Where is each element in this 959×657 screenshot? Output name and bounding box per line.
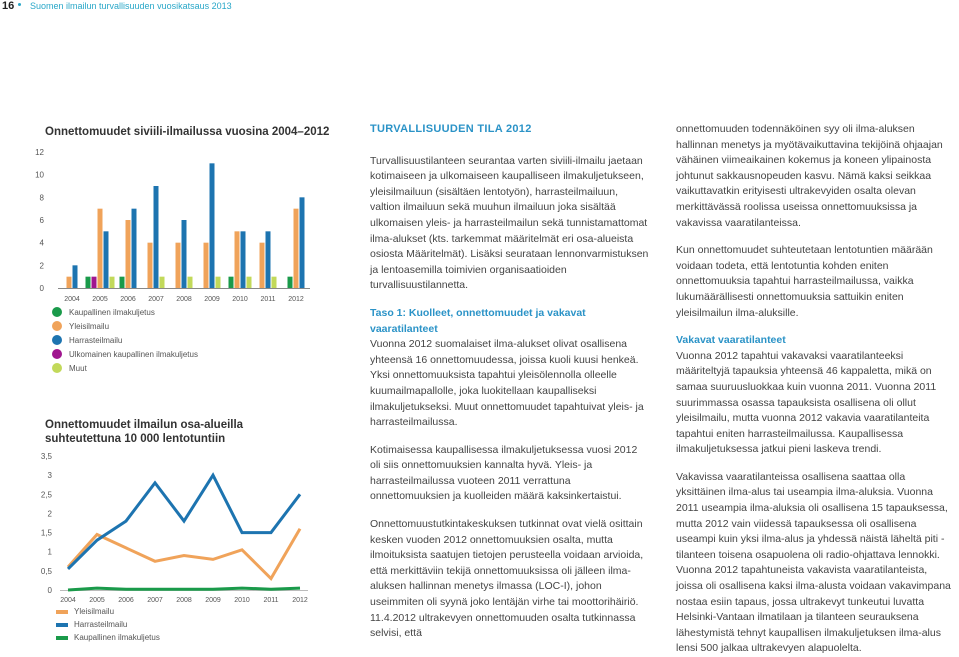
bar: [204, 243, 209, 288]
paragraph: Onnettomuustutkintakeskuksen tutkinnat ovat vielä osittain kesken vuoden 2012 onnettomuuksien osalta, mutta ilmoituksista saatujen tietojen perusteella voidaan arvioida, että merkittäviin tekijä onnettomuuksissa oli jälleen ilma-aluksen hallinnan menetys ilmassa (LOC-I), johon useimmiten oli syynä joko lentäjän virhe tai moottorihäiriö. 11.4.2012 ultrakevyen onnettomuuden osalta tutkinnassa selvisi, että: [370, 518, 644, 640]
x-tick-label: 2010: [232, 296, 248, 303]
legend-dot: [52, 307, 62, 317]
line-chart-rates: [30, 442, 360, 607]
y-tick-label: 10: [35, 170, 44, 180]
y-tick-label: 3,5: [40, 452, 52, 461]
legend-dot: [52, 363, 62, 373]
x-tick-label: 2012: [288, 296, 304, 303]
x-tick-label: 2011: [260, 296, 276, 303]
bar: [86, 277, 91, 288]
bar: [182, 220, 187, 288]
x-tick-label: 2012: [292, 597, 308, 604]
bar: [272, 277, 277, 288]
subheading: Vakavat vaaratilanteet: [676, 334, 786, 347]
x-tick-label: 2010: [234, 597, 250, 604]
x-tick-label: 2004: [64, 296, 80, 303]
header-separator-dot: [18, 3, 21, 6]
x-tick-label: 2005: [92, 296, 108, 303]
chart2-title: Onnettomuudet ilmailun osa-alueilla suhteutettuna 10 000 lentotuntiin: [45, 419, 244, 445]
x-tick-label: 2007: [148, 296, 164, 303]
y-tick-label: 2: [47, 509, 52, 519]
y-tick-label: 2,5: [40, 490, 52, 500]
bar-chart-accidents: [30, 142, 360, 322]
bar: [210, 163, 215, 288]
paragraph: Vuonna 2012 tapahtui vakavaksi vaaratilanteeksi määriteltyjä tapauksia yhteensä 46 kappaletta, mikä on samaa suuruusluokkaa kuin vuonna 2011. Vuonna 2011 suurimmassa osassa tapauksista osallisena oli ollut yleisilmailu, mutta vuonna 2012 vakavia vaaratilanteita tapahtui eniten harrasteilmailussa. Kaupallisessa ilmakuljetuksessa jatkui pieni laskeva trendi.: [676, 349, 937, 456]
legend-dot: [52, 335, 62, 345]
x-tick-label: 2009: [205, 597, 221, 604]
legend-line: [56, 610, 68, 614]
y-tick-label: 3: [47, 471, 52, 481]
y-tick-label: 0: [39, 284, 44, 293]
paragraph: onnettomuuden todennäköinen syy oli ilma-aluksen hallinnan menetys ja myötävaikuttavina tekijöinä ohjaajan vähäinen viimeaikainen kokemus ja koneen ylipainosta johtunut sakkausnopeuden kasvu. Nämä kaksi seikkaa vaikuttavatkin erityisesti ultrakevyiden osalta olevan merkittävässä roolissa useissa onnettomuuksissa ja vakavissa vaaratilanteissa.: [676, 123, 943, 229]
legend-item-harrasteilmailu: Harrasteilmailu: [56, 618, 160, 631]
bar: [229, 277, 234, 288]
legend-item-harrasteilmailu: Harrasteilmailu: [52, 333, 198, 347]
bar: [235, 231, 240, 288]
paragraph: Turvallisuustilanteen seurantaa varten siviili-ilmailu jaetaan kotimaiseen ja ulkomaiseen kaupalliseen ilmakuljetukseen, yleisilmailuun (sisältäen lentotyön), harrasteilmailuun, valtion ilmailuun sekä muuhun ilmailuun joka sisältää ulkomaisen yleis- ja harrasteilmailun sekä tunnistamattomat ilma-alukset (kts. tarkemmat määritelmät eri osa-alueista osiosta Määritelmät). Lisäksi seurataan lennonvarmistuksen ja lentoasemilla toimivien organisaatioiden turvallisuustilannetta.: [370, 154, 649, 292]
bar: [216, 277, 221, 288]
bar: [73, 265, 78, 288]
bar: [154, 186, 159, 288]
bar: [98, 209, 103, 288]
chart2-legend: [56, 605, 160, 644]
publication-title: Suomen ilmailun turvallisuuden vuosikatsaus 2013: [30, 1, 232, 11]
x-tick-label: 2004: [60, 597, 76, 604]
page-number: 16: [2, 0, 15, 12]
x-tick-label: 2009: [204, 296, 220, 303]
y-tick-label: 0,5: [40, 566, 52, 576]
x-tick-label: 2007: [147, 597, 163, 604]
chart1-title: Onnettomuudet siviili-ilmailussa vuosina 2004–2012: [45, 126, 330, 138]
bar: [176, 243, 181, 288]
bar: [120, 277, 125, 288]
bar: [288, 277, 293, 288]
legend-line: [56, 636, 68, 640]
bar: [148, 243, 153, 288]
y-tick-label: 1,5: [40, 528, 52, 538]
y-tick-label: 4: [39, 238, 44, 248]
x-tick-label: 2008: [176, 296, 192, 303]
text-column-middle: [370, 122, 650, 654]
y-tick-label: 0: [47, 586, 52, 595]
y-tick-label: 8: [39, 193, 44, 203]
text-column-right: [676, 122, 954, 657]
bar: [132, 209, 137, 288]
bar: [110, 277, 115, 288]
kaupallinen-line: [68, 588, 300, 590]
bar: [260, 243, 265, 288]
bar: [294, 209, 299, 288]
y-tick-label: 1: [47, 547, 52, 557]
section-heading: TURVALLISUUDEN TILA 2012: [370, 123, 532, 135]
paragraph: Vuonna 2012 suomalaiset ilma-alukset olivat osallisena yhteensä 16 onnettomuudessa, joissa kuoli kuusi henkeä. Yksi onnettomuuksista tapahtui yleisölennolla olleelle kuumailmapallolle, joka luokitellaan kaupalliseksi ilmakuljetukseksi. Muut onnettomuudet tapahtuivat yleis- ja harrasteilmailussa.: [370, 338, 644, 429]
x-tick-label: 2006: [120, 296, 136, 303]
bar: [247, 277, 252, 288]
y-tick-label: 12: [35, 148, 44, 157]
paragraph: Kotimaisessa kaupallisessa ilmakuljetuksessa vuosi 2012 oli siis onnettomuuksien kannalta hyvä. Yleis- ja harrasteilmailussa vuoteen 2011 verrattuna onnettomuuksien ja kuolleiden määrä kaksinkertaistui.: [370, 443, 638, 503]
chart1-legend: [52, 305, 198, 375]
bar: [266, 231, 271, 288]
legend-item-yleisilmailu: Yleisilmailu: [56, 605, 160, 618]
bar: [160, 277, 165, 288]
bar: [92, 277, 97, 288]
bar: [300, 197, 305, 288]
legend-item-ulkomainen: Ulkomainen kaupallinen ilmakuljetus: [52, 347, 198, 361]
x-tick-label: 2005: [89, 597, 105, 604]
x-tick-label: 2006: [118, 597, 134, 604]
bar: [104, 231, 109, 288]
bar: [188, 277, 193, 288]
x-tick-label: 2008: [176, 597, 192, 604]
paragraph: Vakavissa vaaratilanteissa osallisena saattaa olla yksittäinen ilma-alus tai useampia ilma-aluksia. Vuonna 2011 useampia ilma-aluksia oli osallisena 15 tapauksessa, mutta 2012 vain viidessä tapauksessa oli osallisena useampi kuin yksi ilma-alus ja yhdessä näistä läheltä piti -tilanteen toisena osapuolena oli radio-ohjattava lennokki. Vuonna 2012 tapahtuneista vakavista vaaratilanteista, joissa oli osallisena kaksi ilma-alusta voidaan vakavimpana nostaa esiin tapaus, jossa ultrakevyt tunkeutui luvatta Helsinki-Vantaan ilmatilaan ja tilanteen seurauksena lähestymistä tehnyt kaupallisen ilmakuljetuksen ilma-alus lensi 500 jalkaa ultrakevyen alapuolelta.: [676, 470, 951, 655]
legend-item-yleisilmailu: Yleisilmailu: [52, 319, 198, 333]
legend-dot: [52, 321, 62, 331]
y-tick-label: 2: [39, 261, 44, 271]
paragraph: Kun onnettomuudet suhteutetaan lentotuntien määrään voidaan todeta, että lentotuntia kohden eniten onnettomuuksia tapahtui harrasteilmailussa, vaikka lukumäärällisesti onnettomuuksia sattuikin eniten yleisilmailun ilma-aluksille.: [676, 244, 933, 319]
y-tick-label: 6: [39, 216, 44, 225]
page-header: [0, 0, 959, 13]
bar: [126, 220, 131, 288]
legend-item-muut: Muut: [52, 361, 198, 375]
legend-dot: [52, 349, 62, 359]
x-tick-label: 2011: [263, 597, 279, 604]
bar: [241, 231, 246, 288]
legend-item-kaupallinen: Kaupallinen ilmakuljetus: [52, 305, 198, 319]
legend-item-kaupallinen: Kaupallinen ilmakuljetus: [56, 631, 160, 644]
legend-line: [56, 623, 68, 627]
subheading: Taso 1: Kuolleet, onnettomuudet ja vakavat vaaratilanteet: [370, 306, 586, 335]
bar: [67, 277, 72, 288]
